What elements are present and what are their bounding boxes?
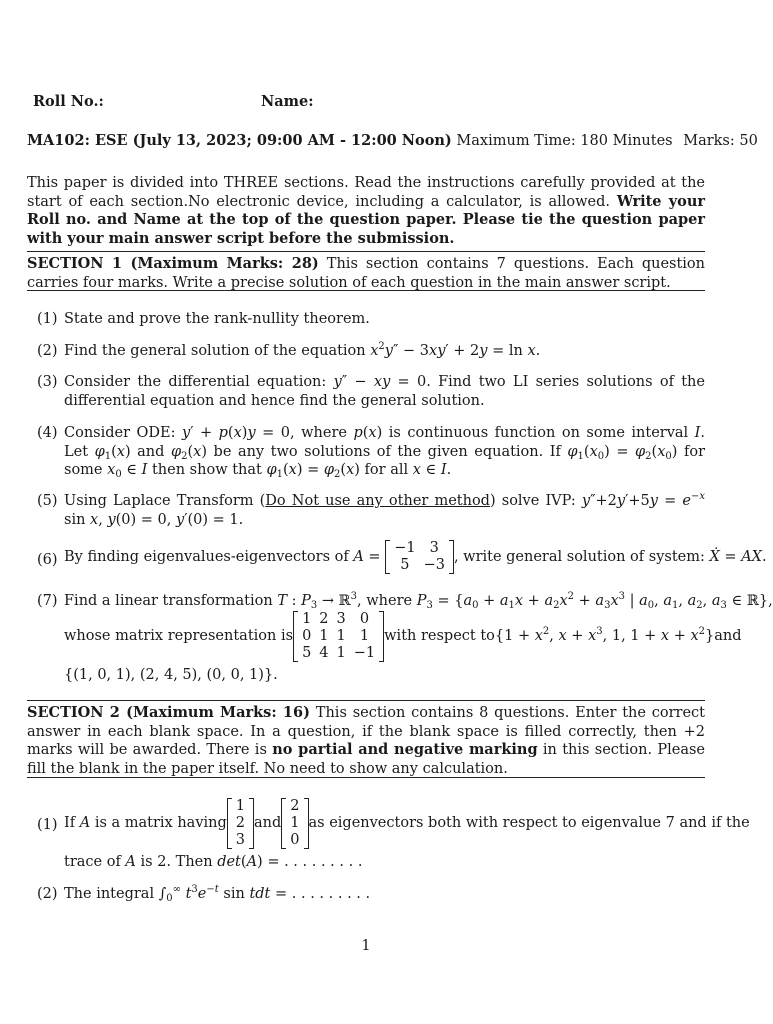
section1-title: SECTION 1 (Maximum Marks: 28) [27, 255, 319, 272]
exam-page [27, 0, 773, 1024]
section2-top-rule [27, 700, 705, 701]
question-number: (1) [37, 817, 58, 833]
question-text: Consider the differential equation: y″ − xy = 0. Find two LI series solutions of the differential equation and hence find the general solution. [64, 374, 705, 409]
question-number: (2) [37, 886, 58, 902]
question-number: (5) [37, 493, 58, 509]
instructions [27, 174, 705, 248]
question-number: (7) [37, 593, 58, 609]
section2-bottom-rule [27, 777, 705, 778]
question-text: Consider ODE: y′ + p(x)y = 0, where p(x) is continuous function on some interval I. Let $\varphi_1(x)$ and $\varphi_2(x)$ be any two solutions of the given equation. If $\varphi_1(x_0) = \varphi_2(x_0)$ for some $x_0$ ∈ I then show that $\varphi_1(x) = \varphi_2(x)$ for all x ∈ I. [64, 425, 706, 480]
question-number: (2) [37, 343, 58, 359]
section2-title: SECTION 2 (Maximum Marks: 16) [27, 704, 310, 721]
section1-header [27, 255, 705, 292]
section1-top-rule [27, 251, 705, 252]
question-text: Find a linear transformation T : $P_3$ → ℝ$^3$, where $P_3 = \{a_0 + a_1x + a_2x^2 + a_3x^3$ | $a_0$, $a_1$, $a_2$, $a_3$ ∈ ℝ}, [64, 591, 773, 611]
section1-description: This section contains 7 questions. Each question carries four marks. Write a precise solution of each question in the main answer script. [27, 256, 705, 291]
question-text: By finding eigenvalues-eigenvectors of A = −1 3 5 −3 , write general solution of system: Ẋ = AX. [64, 540, 767, 573]
question-text: The integral $\int_0^\infty$ $t^3e^{-t}$ sin tdt = . . . . . . . . . [64, 884, 371, 904]
section2-header: SECTION 2 (Maximum Marks: 16) This section contains 8 questions. Enter the correct answer in each blank space. In a question, if the blank space is filled correctly, then +2 marks will be awarded. There is no partial and negative marking in this section. Please fill the blank in the paper itself. No need to show any calculation. [27, 704, 706, 777]
question-1-6 [37, 540, 767, 580]
question-text: Using Laplace Transform (Do Not use any other method) solve IVP: $y''+2y'+5y = e^{-x}$ sin x, y(0) = 0, y′(0) = 1. [64, 491, 706, 528]
max-time: Maximum Time: 180 Minutes [456, 133, 673, 149]
question-number: (1) [37, 311, 58, 327]
question-text: State and prove the rank-nullity theorem. [64, 311, 370, 327]
page-number: 1 [361, 938, 371, 954]
total-marks: Marks: 50 [683, 133, 758, 149]
section1-bottom-rule [27, 290, 705, 291]
question-number: (6) [37, 552, 58, 568]
instructions-text: This paper is divided into THREE sections. Read the instructions carefully provided at the start of each section.No electronic device, including a calculator, is allowed. [27, 175, 705, 210]
exam-code: MA102: ESE (July 13, 2023; 09:00 AM - 12:00 Noon) [27, 132, 452, 149]
name-label: Name: [261, 93, 314, 110]
question-number: (3) [37, 374, 58, 390]
roll-no-label: Roll No.: [33, 93, 104, 110]
question-text-basis: {(1, 0, 1), (2, 4, 5), (0, 0, 1)}. [64, 667, 278, 683]
question-text: If A is a matrix having 1 2 3 and 2 1 0 as eigenvectors both with respect to eigenvalue 7 and if the [64, 797, 750, 848]
question-text: Find the general solution of the equation $x^2y'' - 3xy' + 2y = \ln x$. [64, 341, 541, 359]
question-2-1 [37, 796, 750, 870]
question-number: (4) [37, 425, 58, 441]
question-text-continued: trace of A is 2. Then det(A) = . . . . . . . . . [64, 854, 363, 870]
question-text-matrix-line: whose matrix representation is 1 2 3 0 0 1 1 1 5 4 1 −1 with respect to {$1 + x^2$, $x + x^3$, 1, $1 + x + x^2$} and [64, 610, 742, 661]
exam-title-line [27, 132, 758, 151]
instructions-bold: Write your Roll no. and Name at the top of the question paper. Please tie the question paper with your main answer script before the submission. [27, 192, 706, 247]
